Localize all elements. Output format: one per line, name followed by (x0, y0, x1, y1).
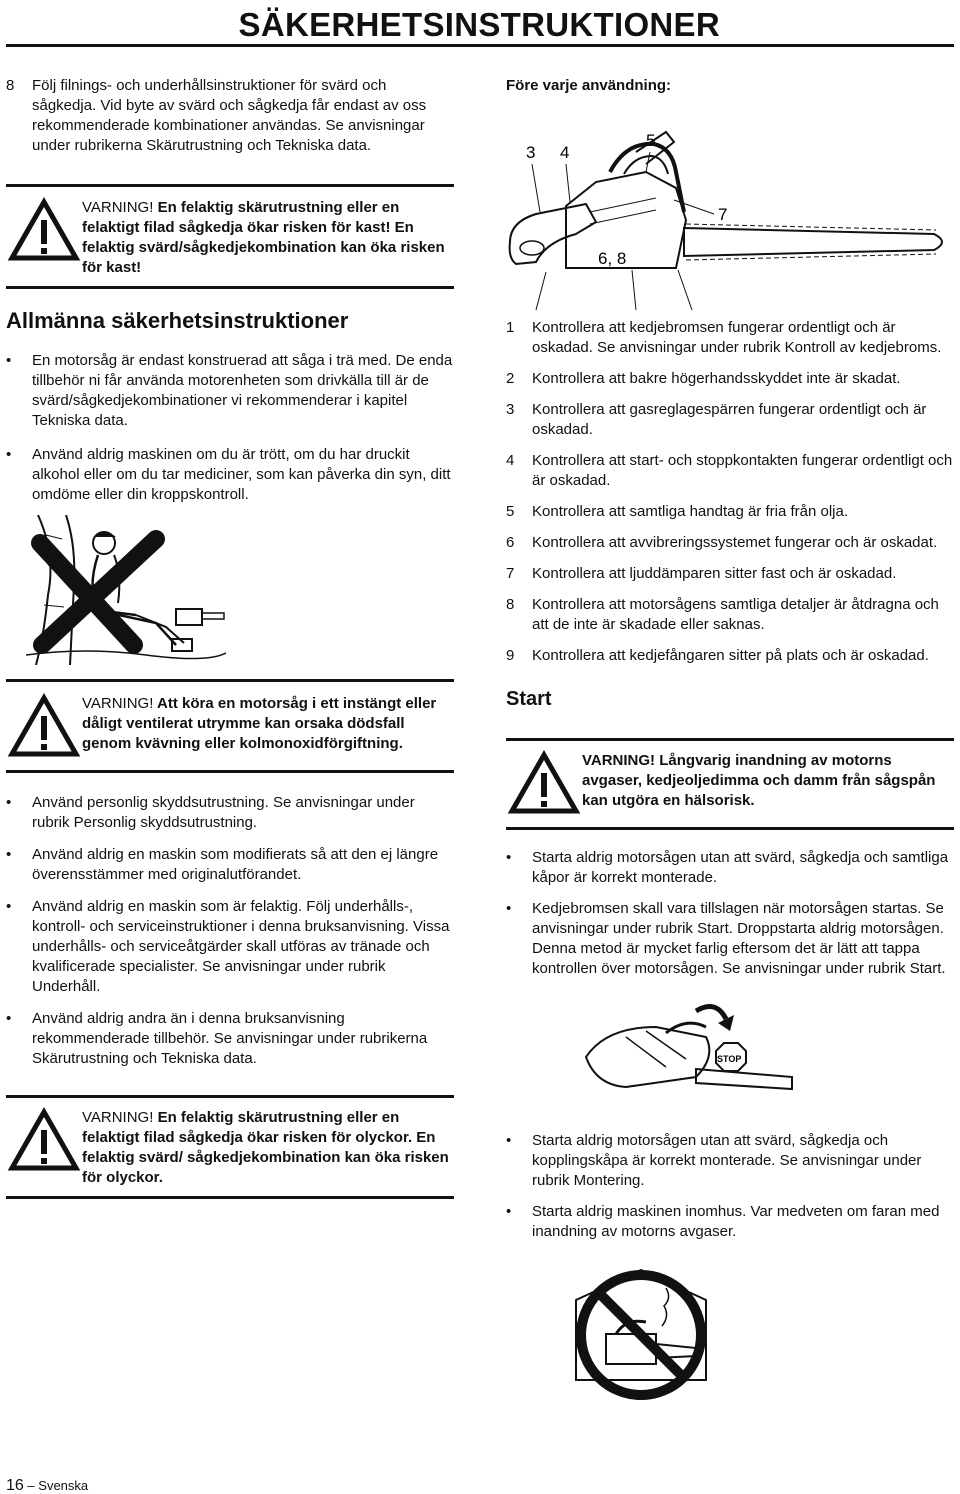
warning-triangle-icon (6, 1104, 82, 1176)
bullet-item (6, 845, 454, 885)
item-number: 2 (506, 370, 515, 387)
warning-text (82, 690, 454, 754)
bullet-item (6, 445, 454, 505)
bullet-item (6, 897, 454, 997)
chain-brake-start-illustration (566, 997, 796, 1107)
bullet-text: Använd aldrig en maskin som modifierats så att den ej längre överensstämmer med originalutförandet. (32, 846, 439, 883)
item-text: Kontrollera att kedjefångaren sitter på plats och är oskadad. (532, 647, 929, 664)
warning-triangle-icon (506, 747, 582, 819)
item-number: 1 (506, 319, 515, 336)
item-number: 7 (506, 565, 515, 582)
warning-body: Långvarig inandning av motorns avgaser, kedjeoljedimma och damm från sågspån kan utgöra en hälsorisk. (582, 752, 936, 809)
bullet-dot: • (506, 849, 512, 866)
item-text: Kontrollera att ljuddämparen sitter fast och är oskadad. (532, 565, 897, 582)
warning-lead: VARNING! (82, 695, 154, 712)
no-indoor-start-illustration (566, 1260, 716, 1410)
warning-triangle-icon (6, 690, 82, 762)
page-number: 16 (6, 1477, 24, 1494)
warning-lead: VARNING! (582, 752, 656, 769)
item-text: Kontrollera att gasreglagespärren fungerar ordentligt och är oskadad. (532, 401, 927, 438)
bullet-text: Använd aldrig maskinen om du är trött, om du har druckit alkohol eller om du tar mediciner, som kan påverka din syn, ditt omdöme eller din kroppskontroll. (32, 446, 451, 503)
bullet-text: Kedjebromsen skall vara tillslagen när motorsågen startas. Se anvisningar under rubrik Start. Droppstarta aldrig motorsågen. Denna metod är mycket farlig eftersom det är lätt att tappa kontrollen över motorsågen. Se anvisningar under rubrik Start. (532, 900, 946, 977)
bullet-dot: • (6, 794, 12, 811)
list-item-8 (6, 76, 454, 156)
warning-box-1 (6, 184, 454, 289)
checklist-item (506, 533, 954, 553)
warning-body: En felaktig skärutrustning eller en felaktigt filad sågkedja ökar risken för kast! En felaktig svärd/sågkedjekombination kan öka risken för kast! (82, 199, 445, 276)
checklist-item (506, 646, 954, 666)
bullet-item (6, 793, 454, 833)
item-number: 6 (506, 534, 515, 551)
bullet-text: En motorsåg är endast konstruerad att såga i trä med. De enda tillbehör ni får använda motorenheten som drivkälla till är de svärd/sågkedjekombinationer vi rekommenderar i kapitel Tekniska data. (32, 352, 453, 429)
chainsaw-diagram (506, 102, 954, 312)
bullet-text: Använd aldrig andra än i denna bruksanvisning rekommenderade tillbehör. Se anvisningar under rubrikerna Skärutrustning och Tekniska data. (32, 1010, 428, 1067)
item-text: Kontrollera att avvibreringssystemet fungerar och är oskadat. (532, 534, 938, 551)
bullet-text: Starta aldrig maskinen inomhus. Var medveten om faran med inandning av motorns avgaser. (532, 1203, 940, 1240)
page-title: SÄKERHETSINSTRUKTIONER (238, 6, 720, 43)
footer-dash: – (27, 1478, 35, 1493)
item-number: 4 (506, 452, 515, 469)
item-number: 8 (6, 77, 15, 94)
warning-triangle-icon (6, 194, 82, 266)
bullet-item (506, 1131, 954, 1191)
prohibited-sleeping-illustration (26, 515, 226, 665)
checklist-item (506, 502, 954, 522)
item-text: Följ filnings- och underhållsinstruktioner för svärd och sågkedja. Vid byte av svärd och sågkedja får endast av oss rekommenderade kombinationer användas. Se anvisningar under rubrikerna Skärutrustning och Tekniska data. (32, 77, 427, 154)
bullet-dot: • (6, 898, 12, 915)
warning-lead: VARNING! (82, 1109, 154, 1126)
bullet-dot: • (6, 352, 12, 369)
bullet-dot: • (506, 900, 512, 917)
start-heading: Start (506, 688, 552, 710)
warning-box-2 (6, 679, 454, 773)
title-rule (6, 44, 954, 47)
footer-language: Svenska (38, 1478, 89, 1493)
bullet-dot: • (506, 1203, 512, 1220)
item-number: 5 (506, 503, 515, 520)
section-heading: Allmänna säkerhetsinstruktioner (6, 308, 349, 333)
warning-text (82, 1104, 454, 1188)
diagram-label-7: 7 (718, 205, 728, 224)
bullet-dot: • (6, 846, 12, 863)
page-footer (6, 1478, 88, 1494)
bullet-text: Starta aldrig motorsågen utan att svärd, sågkedja och samtliga kåpor är korrekt monterade. (532, 849, 949, 886)
checklist-item (506, 318, 954, 358)
warning-lead: VARNING! (82, 199, 154, 216)
bullet-item (506, 848, 954, 888)
left-column (6, 76, 454, 1199)
item-text: Kontrollera att kedjebromsen fungerar ordentligt och är oskadad. Se anvisningar under rubrik Kontroll av kedjebroms. (532, 319, 942, 356)
checklist (506, 318, 954, 666)
bullet-item (6, 351, 454, 431)
item-number: 3 (506, 401, 515, 418)
warning-box-4 (506, 738, 954, 830)
warning-body: Att köra en motorsåg i ett instängt eller dåligt ventilerat utrymme kan orsaka dödsfall genom kvävning eller kolmonoxidförgiftning. (82, 695, 437, 752)
bullet-item (6, 1009, 454, 1069)
diagram-label-4: 4 (560, 143, 570, 162)
bullet-item (506, 1202, 954, 1242)
checklist-item (506, 564, 954, 584)
bullet-dot: • (6, 446, 12, 463)
diagram-label-6-8: 6, 8 (598, 249, 627, 268)
bullet-text: Använd personlig skyddsutrustning. Se anvisningar under rubrik Personlig skyddsutrustning. (32, 794, 415, 831)
diagram-label-5: 5 (646, 131, 656, 150)
item-text: Kontrollera att bakre högerhandsskyddet inte är skadat. (532, 370, 901, 387)
stop-sign-label: STOP (717, 1054, 742, 1064)
item-number: 8 (506, 596, 515, 613)
warning-text (582, 747, 954, 811)
checklist-item (506, 595, 954, 635)
bullet-item (506, 899, 954, 979)
warning-body: En felaktig skärutrustning eller en felaktigt filad sågkedja ökar risken för olyckor. En felaktig svärd/ sågkedjekombination kan öka risken för olyckor. (82, 1109, 449, 1186)
checklist-item (506, 400, 954, 440)
item-text: Kontrollera att motorsågens samtliga detaljer är åtdragna och att de inte är skadade eller saknas. (532, 596, 939, 633)
item-number: 9 (506, 647, 515, 664)
before-use-heading: Före varje användning: (506, 77, 672, 94)
item-text: Kontrollera att samtliga handtag är fria från olja. (532, 503, 849, 520)
bullet-dot: • (506, 1132, 512, 1149)
diagram-label-3: 3 (526, 143, 536, 162)
bullet-text: Använd aldrig en maskin som är felaktig. Följ underhålls-, kontroll- och serviceinstruktioner i denna bruksanvisning. Vissa underhålls- och serviceåtgärder skall utföras av tränade och kvalificerade specialister. Se anvisningar under rubrik Underhåll. (32, 898, 450, 995)
bullet-dot: • (6, 1010, 12, 1027)
checklist-item (506, 369, 954, 389)
checklist-item (506, 451, 954, 491)
item-text: Kontrollera att start- och stoppkontakten fungerar ordentligt och är oskadad. (532, 452, 953, 489)
warning-text (82, 194, 454, 278)
bullet-text: Starta aldrig motorsågen utan att svärd, sågkedja och kopplingskåpa är korrekt monterade. Se anvisningar under rubrik Montering. (532, 1132, 922, 1189)
right-column (506, 76, 954, 1410)
warning-box-3 (6, 1095, 454, 1199)
